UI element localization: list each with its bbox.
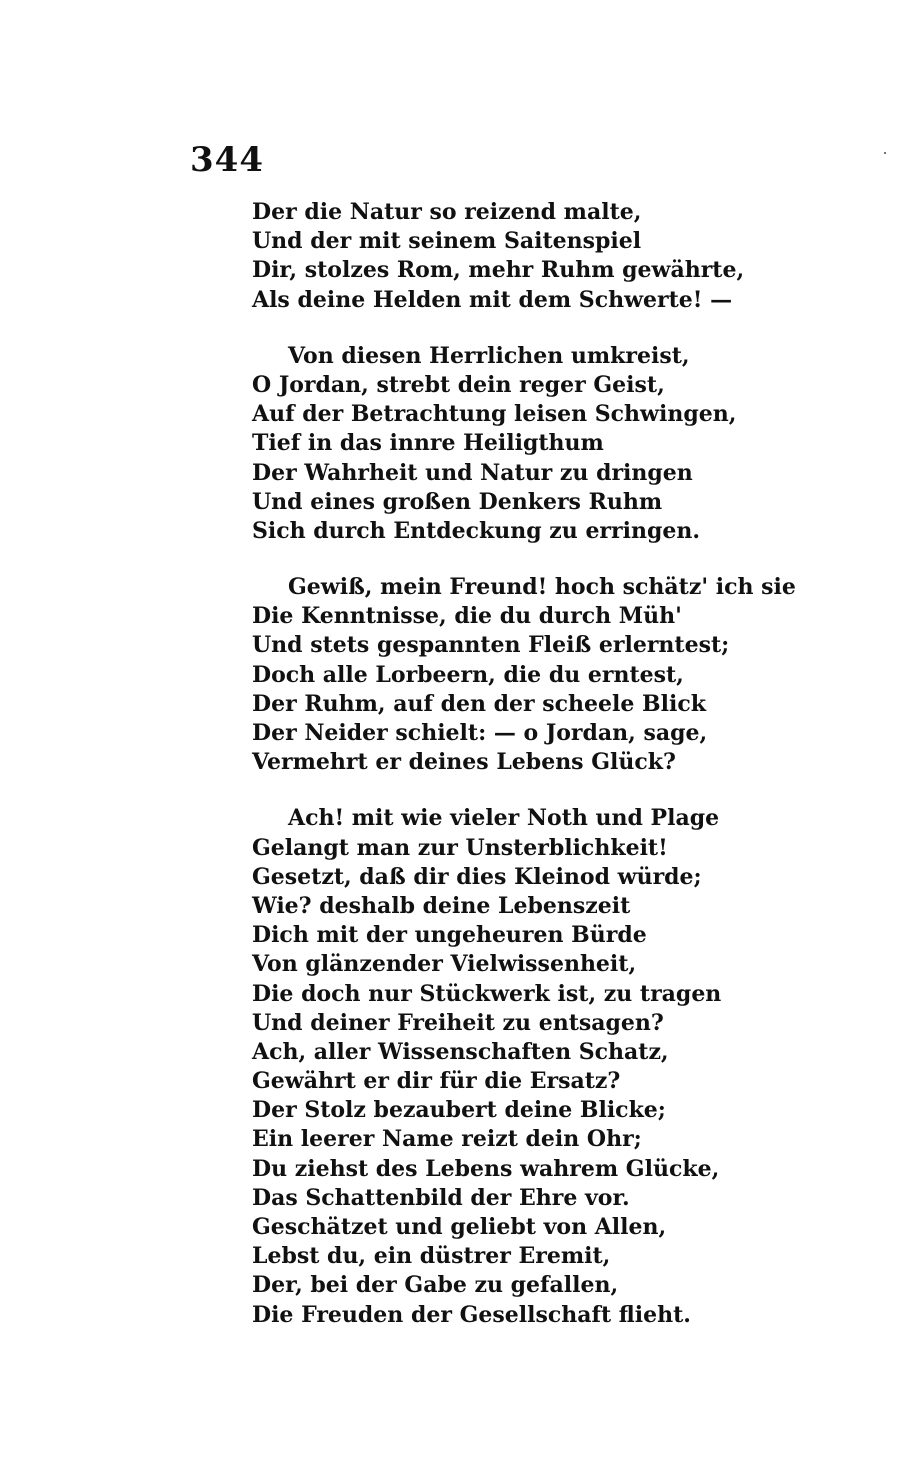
poem-line: Gesetzt, daß dir dies Kleinod würde; (252, 863, 702, 890)
poem-line: Der Wahrheit und Natur zu dringen (252, 459, 693, 486)
poem-line: Gelangt man zur Unsterblichkeit! (252, 834, 668, 861)
poem-line: Ach, aller Wissenschaften Schatz, (252, 1038, 669, 1065)
poem-line: Gewiß, mein Freund! hoch schätz' ich sie (288, 574, 796, 601)
poem-line: Das Schattenbild der Ehre vor. (252, 1184, 630, 1211)
poem-line: Und deiner Freiheit zu entsagen? (252, 1009, 664, 1036)
poem-line: O Jordan, strebt dein reger Geist, (252, 371, 665, 398)
poem-line: Und der mit seinem Saitenspiel (252, 228, 642, 255)
stanza-1 (252, 198, 852, 315)
poem-line: Der Ruhm, auf den der scheele Blick (252, 690, 706, 717)
poem-line: Ach! mit wie vieler Noth und Plage (288, 805, 720, 832)
poem-body (252, 198, 852, 1357)
stanza-3 (252, 573, 852, 777)
poem-line: Tief in das innre Heiligthum (252, 430, 604, 457)
poem-line: Dich mit der ungeheuren Bürde (252, 922, 647, 949)
poem-line: Die doch nur Stückwerk ist, zu tragen (252, 980, 722, 1007)
poem-line: Wie? deshalb deine Lebenszeit (252, 892, 631, 919)
page-number: 344 (190, 140, 264, 180)
poem-line: Lebst du, ein düstrer Eremit, (252, 1243, 611, 1270)
poem-line: Und stets gespannten Fleiß erlerntest; (252, 632, 730, 659)
stanza-2 (252, 342, 852, 546)
poem-line: Die Freuden der Gesellschaft flieht. (252, 1301, 691, 1328)
page-speck (884, 152, 886, 154)
poem-line: Von glänzender Vielwissenheit, (252, 951, 637, 978)
poem-line: Als deine Helden mit dem Schwerte! — (252, 286, 733, 313)
poem-line: Von diesen Herrlichen umkreist, (288, 342, 690, 369)
poem-line: Der Neider schielt: — o Jordan, sage, (252, 720, 708, 746)
stanza-4 (252, 804, 852, 1329)
poem-line: Du ziehst des Lebens wahrem Glücke, (252, 1155, 720, 1182)
poem-line: Die Kenntnisse, die du durch Müh' (252, 603, 682, 630)
poem-line: Geschätzet und geliebt von Allen, (252, 1214, 667, 1240)
poem-line: Ein leerer Name reizt dein Ohr; (252, 1126, 642, 1153)
poem-line: Und eines großen Denkers Ruhm (252, 488, 663, 515)
poem-line: Der Stolz bezaubert deine Blicke; (252, 1097, 666, 1124)
poem-line: Der die Natur so reizend malte, (252, 199, 642, 225)
poem-line: Gewährt er dir für die Ersatz? (252, 1068, 621, 1095)
poem-line: Sich durch Entdeckung zu erringen. (252, 517, 701, 544)
poem-line: Auf der Betrachtung leisen Schwingen, (252, 401, 737, 428)
poem-line: Der, bei der Gabe zu gefallen, (252, 1272, 619, 1299)
poem-line: Doch alle Lorbeern, die du erntest, (252, 661, 684, 688)
poem-line: Dir, stolzes Rom, mehr Ruhm gewährte, (252, 257, 745, 284)
poem-line: Vermehrt er deines Lebens Glück? (252, 749, 676, 776)
